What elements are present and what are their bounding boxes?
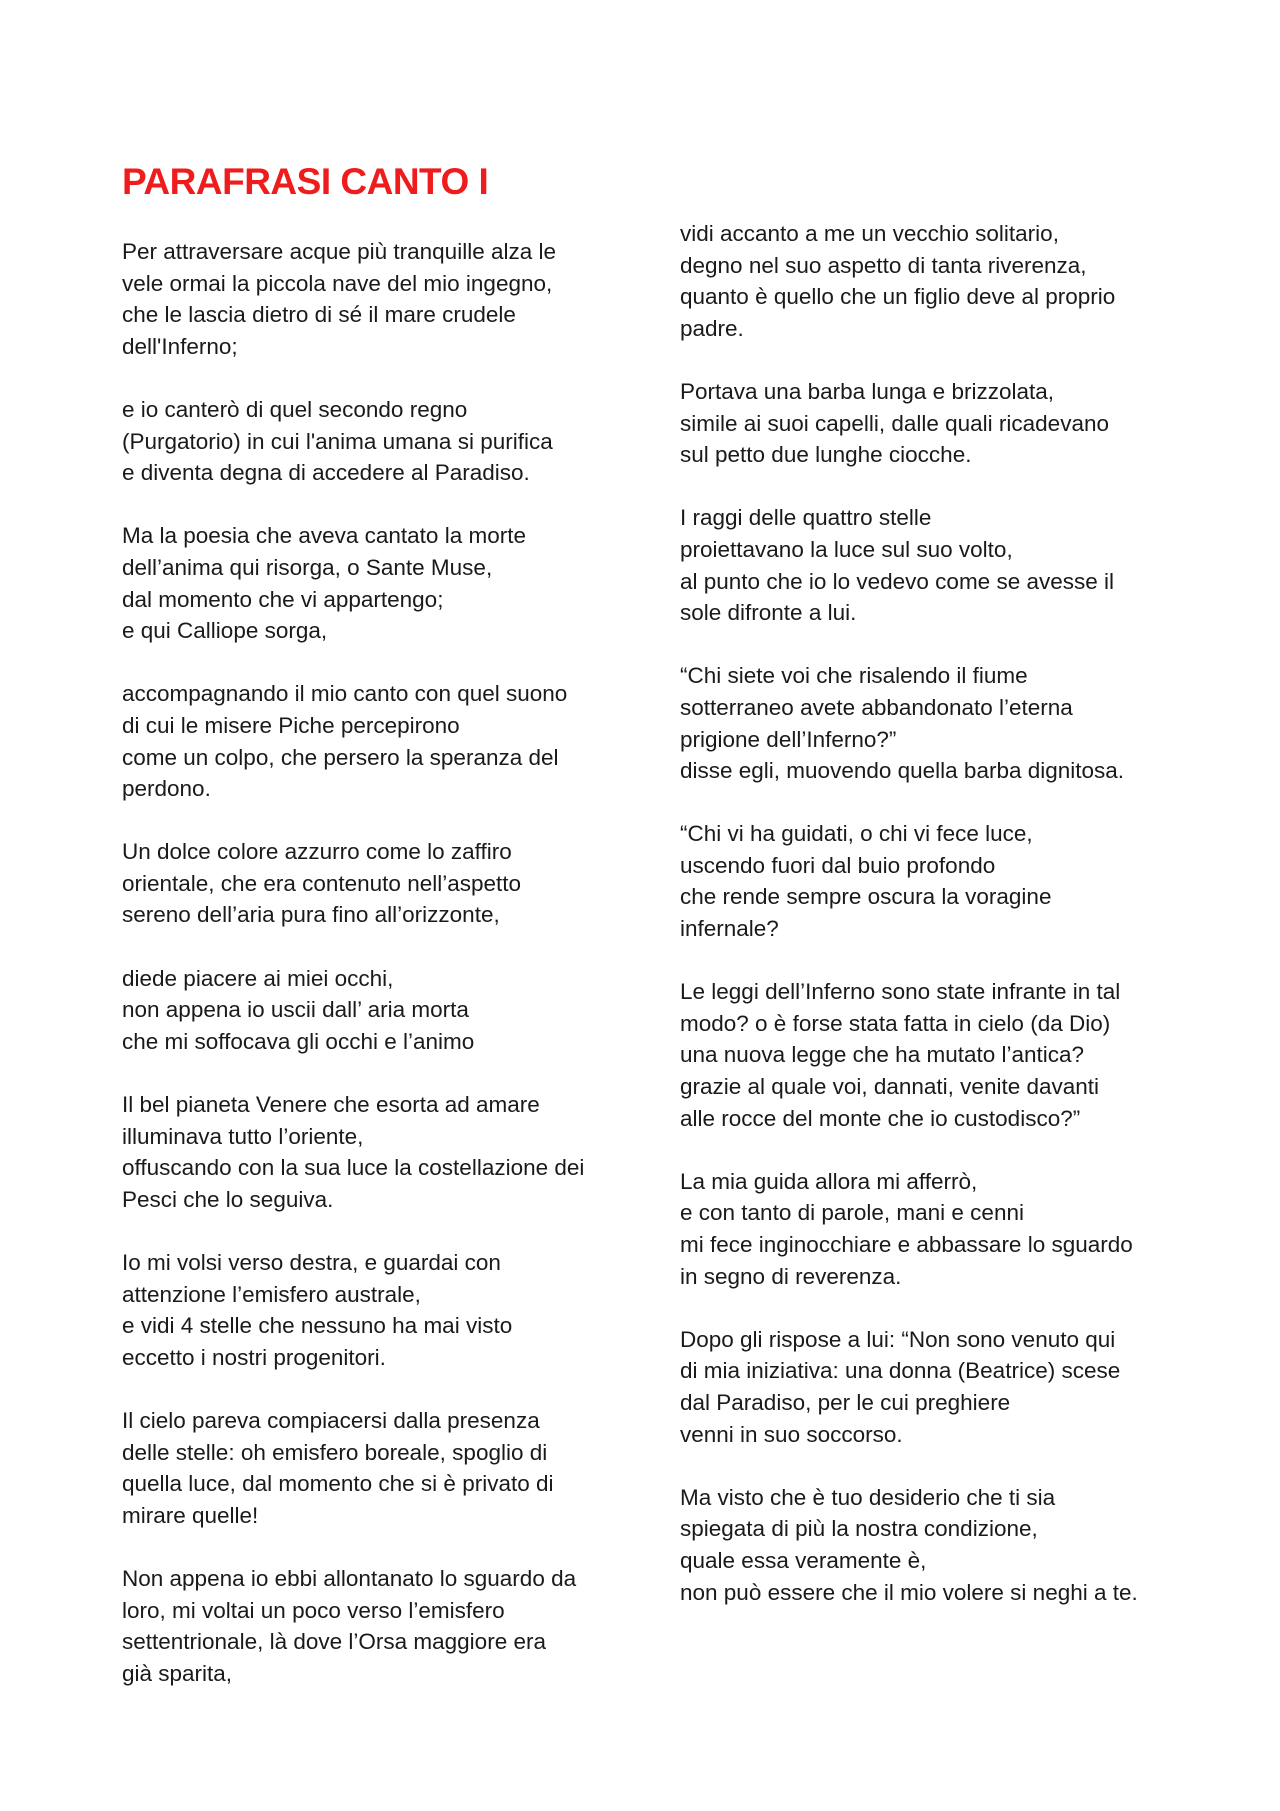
verse-line: e io canterò di quel secondo regno — [122, 396, 468, 422]
verse-line: di mia iniziativa: una donna (Beatrice) scese — [680, 1358, 1121, 1384]
verse-line: in segno di reverenza. — [680, 1263, 902, 1289]
stanza — [122, 1563, 622, 1689]
stanza — [680, 1482, 1180, 1608]
verse-line: spiegata di più la nostra condizione, — [680, 1516, 1038, 1542]
verse-line: offuscando con la sua luce la costellazione dei — [122, 1155, 585, 1181]
verse-line: dell'Inferno; — [122, 333, 238, 359]
verse-line: infernale? — [680, 916, 779, 942]
verse-line: (Purgatorio) in cui l'anima umana si purifica — [122, 428, 553, 454]
verse-line: proiettavano la luce sul suo volto, — [680, 536, 1013, 562]
verse-line: delle stelle: oh emisfero boreale, spoglio di — [122, 1439, 548, 1465]
stanza — [122, 678, 622, 804]
verse-line: che rende sempre oscura la voragine — [680, 884, 1052, 910]
right-column — [680, 218, 1180, 1640]
verse-line: grazie al quale voi, dannati, venite davanti — [680, 1074, 1100, 1100]
verse-line: I raggi delle quattro stelle — [680, 505, 932, 531]
stanza — [122, 236, 622, 362]
stanza — [122, 963, 622, 1058]
verse-line: Dopo gli rispose a lui: “Non sono venuto qui — [680, 1326, 1116, 1352]
verse-line: prigione dell’Inferno?” — [680, 726, 897, 752]
verse-line: venni in suo soccorso. — [680, 1421, 903, 1447]
verse-line: che le lascia dietro di sé il mare crudele — [122, 302, 516, 328]
verse-line: attenzione l’emisfero australe, — [122, 1281, 421, 1307]
verse-line: al punto che io lo vedevo come se avesse il — [680, 568, 1115, 594]
verse-line: La mia guida allora mi afferrò, — [680, 1168, 978, 1194]
page-title: PARAFRASI CANTO I — [122, 161, 489, 202]
verse-line: “Chi vi ha guidati, o chi vi fece luce, — [680, 821, 1033, 847]
verse-line: Il cielo pareva compiacersi dalla presenza — [122, 1407, 540, 1433]
stanza — [680, 218, 1180, 344]
verse-line: orientale, che era contenuto nell’aspetto — [122, 870, 522, 896]
left-column — [122, 236, 622, 1721]
stanza — [122, 1247, 622, 1373]
stanza — [122, 1405, 622, 1531]
verse-line: perdono. — [122, 776, 211, 802]
verse-line: Per attraversare acque più tranquille alza le — [122, 239, 556, 264]
stanza — [680, 1166, 1180, 1292]
stanza — [122, 394, 622, 489]
verse-line: una nuova legge che ha mutato l’antica? — [680, 1042, 1085, 1068]
verse-line: simile ai suoi capelli, dalle quali ricadevano — [680, 410, 1109, 436]
stanza — [680, 660, 1180, 786]
verse-line: Non appena io ebbi allontanato lo sguardo da — [122, 1565, 577, 1591]
verse-line: modo? o è forse stata fatta in cielo (da Dio) — [680, 1010, 1111, 1036]
verse-line: mirare quelle! — [122, 1502, 259, 1528]
stanza — [680, 1324, 1180, 1450]
verse-line: padre. — [680, 315, 744, 341]
verse-line: “Chi siete voi che risalendo il fiume — [680, 663, 1028, 689]
stanza — [680, 976, 1180, 1134]
verse-line: e diventa degna di accedere al Paradiso. — [122, 460, 530, 486]
verse-line: che mi soffocava gli occhi e l’animo — [122, 1028, 475, 1054]
verse-line: eccetto i nostri progenitori. — [122, 1344, 386, 1370]
verse-line: già sparita, — [122, 1660, 233, 1686]
verse-line: sole difronte a lui. — [680, 600, 857, 626]
stanza — [680, 818, 1180, 944]
verse-line: loro, mi voltai un poco verso l’emisfero — [122, 1597, 505, 1623]
verse-line: quale essa veramente è, — [680, 1547, 927, 1573]
verse-line: dal momento che vi appartengo; — [122, 586, 444, 612]
verse-line: alle rocce del monte che io custodisco?” — [680, 1105, 1081, 1131]
verse-line: dal Paradiso, per le cui preghiere — [680, 1389, 1011, 1415]
stanza — [122, 520, 622, 646]
verse-line: disse egli, muovendo quella barba dignitosa. — [680, 758, 1125, 784]
verse-line: sul petto due lunghe ciocche. — [680, 442, 972, 468]
verse-line: Ma visto che è tuo desiderio che ti sia — [680, 1484, 1056, 1510]
verse-line: uscendo fuori dal buio profondo — [680, 852, 996, 878]
verse-line: e vidi 4 stelle che nessuno ha mai visto — [122, 1313, 513, 1339]
verse-line: quanto è quello che un figlio deve al proprio — [680, 284, 1116, 310]
verse-line: Un dolce colore azzurro come lo zaffiro — [122, 839, 512, 865]
verse-line: degno nel suo aspetto di tanta riverenza, — [680, 252, 1087, 278]
stanza — [122, 1089, 622, 1215]
verse-line: di cui le misere Piche percepirono — [122, 712, 460, 738]
verse-line: non appena io uscii dall’ aria morta — [122, 997, 469, 1023]
verse-line: Portava una barba lunga e brizzolata, — [680, 378, 1054, 404]
verse-line: accompagnando il mio canto con quel suono — [122, 681, 568, 707]
verse-line: non può essere che il mio volere si neghi a te. — [680, 1579, 1138, 1605]
verse-line: e con tanto di parole, mani e cenni — [680, 1200, 1024, 1226]
verse-line: illuminava tutto l’oriente, — [122, 1123, 364, 1149]
verse-line: sotterraneo avete abbandonato l’eterna — [680, 694, 1073, 720]
verse-line: quella luce, dal momento che si è privato di — [122, 1471, 554, 1497]
verse-line: Io mi volsi verso destra, e guardai con — [122, 1250, 501, 1275]
verse-line: settentrionale, là dove l’Orsa maggiore era — [122, 1629, 546, 1655]
verse-line: e qui Calliope sorga, — [122, 618, 328, 644]
verse-line: vele ormai la piccola nave del mio ingegno, — [122, 270, 553, 296]
verse-line: sereno dell’aria pura fino all’orizzonte, — [122, 902, 500, 928]
stanza — [680, 376, 1180, 471]
verse-line: Pesci che lo seguiva. — [122, 1186, 334, 1212]
verse-line: mi fece inginocchiare e abbassare lo sguardo — [680, 1232, 1133, 1257]
verse-line: Ma la poesia che aveva cantato la morte — [122, 523, 526, 549]
verse-line: come un colpo, che persero la speranza del — [122, 744, 559, 770]
verse-line: Il bel pianeta Venere che esorta ad amare — [122, 1092, 540, 1118]
verse-line: vidi accanto a me un vecchio solitario, — [680, 221, 1059, 246]
stanza — [122, 836, 622, 931]
verse-line: Le leggi dell’Inferno sono state infrante in tal — [680, 979, 1121, 1005]
verse-line: dell’anima qui risorga, o Sante Muse, — [122, 554, 493, 580]
verse-line: diede piacere ai miei occhi, — [122, 965, 394, 991]
stanza — [680, 502, 1180, 628]
